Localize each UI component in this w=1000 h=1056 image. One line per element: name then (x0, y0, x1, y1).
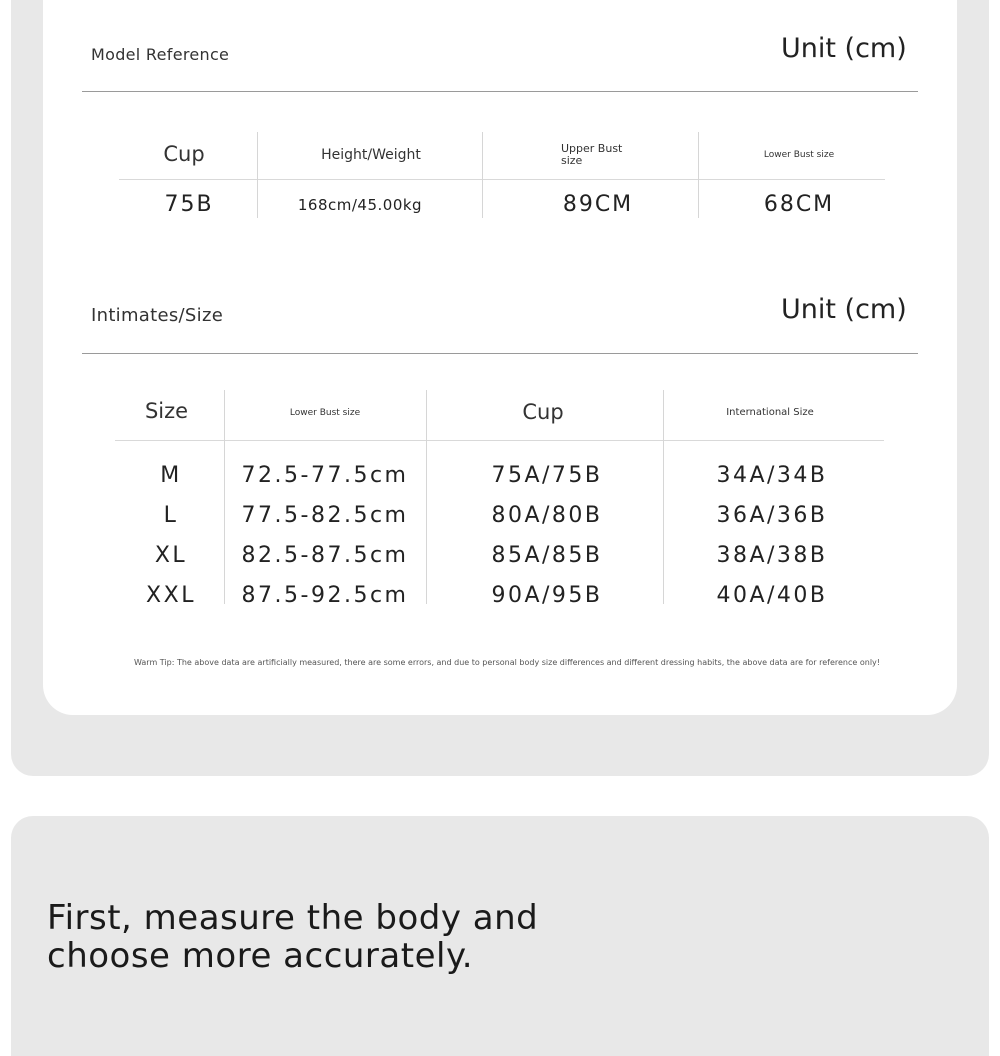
warm-tip-note: Warm Tip: The above data are artificially measured, there are some errors, and due to personal body size differences and different dressing habits, the above data are for reference only! (134, 658, 880, 667)
table-cell: 75A/75B (491, 463, 603, 488)
table-cell: 36A/36B (716, 503, 828, 528)
model-header-lower-bust: Lower Bust size (763, 150, 835, 160)
table-cell: 90A/95B (491, 583, 603, 608)
model-header-upper-bust: Upper Bust size (561, 142, 623, 167)
table-cell: 34A/34B (716, 463, 828, 488)
size-column-cup (427, 456, 667, 616)
table-cell: XXL (146, 583, 196, 608)
model-reference-divider (82, 91, 918, 92)
model-table-col-divider (698, 132, 699, 218)
table-cell: 80A/80B (491, 503, 603, 528)
table-cell: M (160, 463, 182, 488)
model-value-height-weight: 168cm/45.00kg (297, 196, 423, 214)
model-table-row-divider (119, 179, 885, 180)
model-value-cup: 75B (164, 192, 214, 217)
size-column-lower-bust (225, 456, 425, 616)
measure-headline: First, measure the body and choose more accurately. (47, 898, 539, 976)
size-column-international (664, 456, 880, 616)
size-header-cup: Cup (522, 400, 564, 424)
size-header-size: Size (144, 399, 189, 423)
size-header-lower-bust: Lower Bust size (289, 408, 361, 418)
intimates-size-divider (82, 353, 918, 354)
intimates-size-title: Intimates/Size (91, 305, 224, 326)
model-reference-unit: Unit (cm) (781, 33, 907, 64)
table-cell: XL (154, 543, 188, 568)
table-cell: 77.5-82.5cm (241, 503, 409, 528)
size-column-size (115, 456, 227, 616)
model-value-lower-bust: 68CM (763, 192, 835, 217)
model-reference-title: Model Reference (91, 45, 230, 64)
model-value-upper-bust: 89CM (562, 192, 634, 217)
size-table-row-divider (115, 440, 884, 441)
table-cell: 72.5-77.5cm (241, 463, 409, 488)
size-header-international: International Size (726, 407, 814, 418)
table-cell: 38A/38B (716, 543, 828, 568)
table-cell: 82.5-87.5cm (241, 543, 409, 568)
model-table-col-divider (482, 132, 483, 218)
intimates-size-unit: Unit (cm) (781, 294, 907, 325)
model-header-height-weight: Height/Weight (321, 147, 421, 163)
model-header-cup: Cup (163, 142, 205, 166)
table-cell: 85A/85B (491, 543, 603, 568)
table-cell: L (163, 503, 179, 528)
table-cell: 87.5-92.5cm (241, 583, 409, 608)
table-cell: 40A/40B (716, 583, 828, 608)
